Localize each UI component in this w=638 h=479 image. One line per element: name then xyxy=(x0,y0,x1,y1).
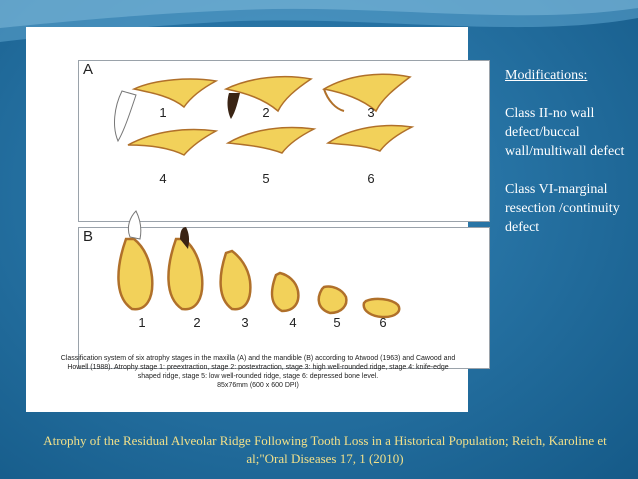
modification-item: Class II-no wall defect/buccal wall/multiwall defect xyxy=(505,106,625,159)
panel-b-label: B xyxy=(83,228,94,245)
maxilla-stage-3-number: 3 xyxy=(367,105,375,120)
figure-caption xyxy=(58,354,458,390)
maxilla-stage-5-shape xyxy=(228,128,314,153)
caption-size: 85x76mm (600 x 600 DPI) xyxy=(217,382,299,389)
mandible-stage-3-shape xyxy=(221,251,251,309)
panel-a-label: A xyxy=(83,61,94,78)
mandible-stage-4-shape xyxy=(272,273,298,311)
atrophy-classification-figure xyxy=(26,27,468,412)
citation: Atrophy of the Residual Alveolar Ridge Following Tooth Loss in a Historical Population; Reich, Karoline et al;"Oral Diseases 17, 1 (2010) xyxy=(43,433,607,466)
maxilla-stage-4-shape xyxy=(128,130,216,155)
modifications-heading: Modifications: xyxy=(505,68,588,83)
mandible-stage-6-number: 6 xyxy=(379,315,387,330)
maxilla-stage-1-number: 1 xyxy=(159,105,167,120)
mandible-stage-3-number: 3 xyxy=(241,315,249,330)
mandible-stage-1-number: 1 xyxy=(138,315,146,330)
modification-item: Class VI-marginal resection /continuity defect xyxy=(505,182,620,235)
mandible-stage-4-number: 4 xyxy=(289,315,297,330)
maxilla-stage-6-number: 6 xyxy=(367,171,375,186)
mandible-stage-5-shape xyxy=(319,286,347,313)
maxilla-stage-4-number: 4 xyxy=(159,171,167,186)
modifications-notes xyxy=(505,66,629,256)
maxilla-stage-6-shape xyxy=(328,126,412,151)
maxilla-stage-2-number: 2 xyxy=(262,105,270,120)
mandible-stage-2-shape xyxy=(168,227,202,309)
mandible-stage-1-shape xyxy=(118,211,152,309)
mandible-stage-2-number: 2 xyxy=(193,315,201,330)
maxilla-stage-5-number: 5 xyxy=(262,171,270,186)
caption-text: Classification system of six atrophy stages in the maxilla (A) and the mandible (B) according to Atwood (1963) and Cawood and Howell (1988). Atrophy stage 1: preextraction, stage 2: postextraction, stage 3: high well-rounded ridge, stage 4: knife-edge shaped ridge, stage 5: low well-rounded ridge, stage 6: depressed bone level. xyxy=(60,355,456,380)
mandible-stage-5-number: 5 xyxy=(333,315,341,330)
